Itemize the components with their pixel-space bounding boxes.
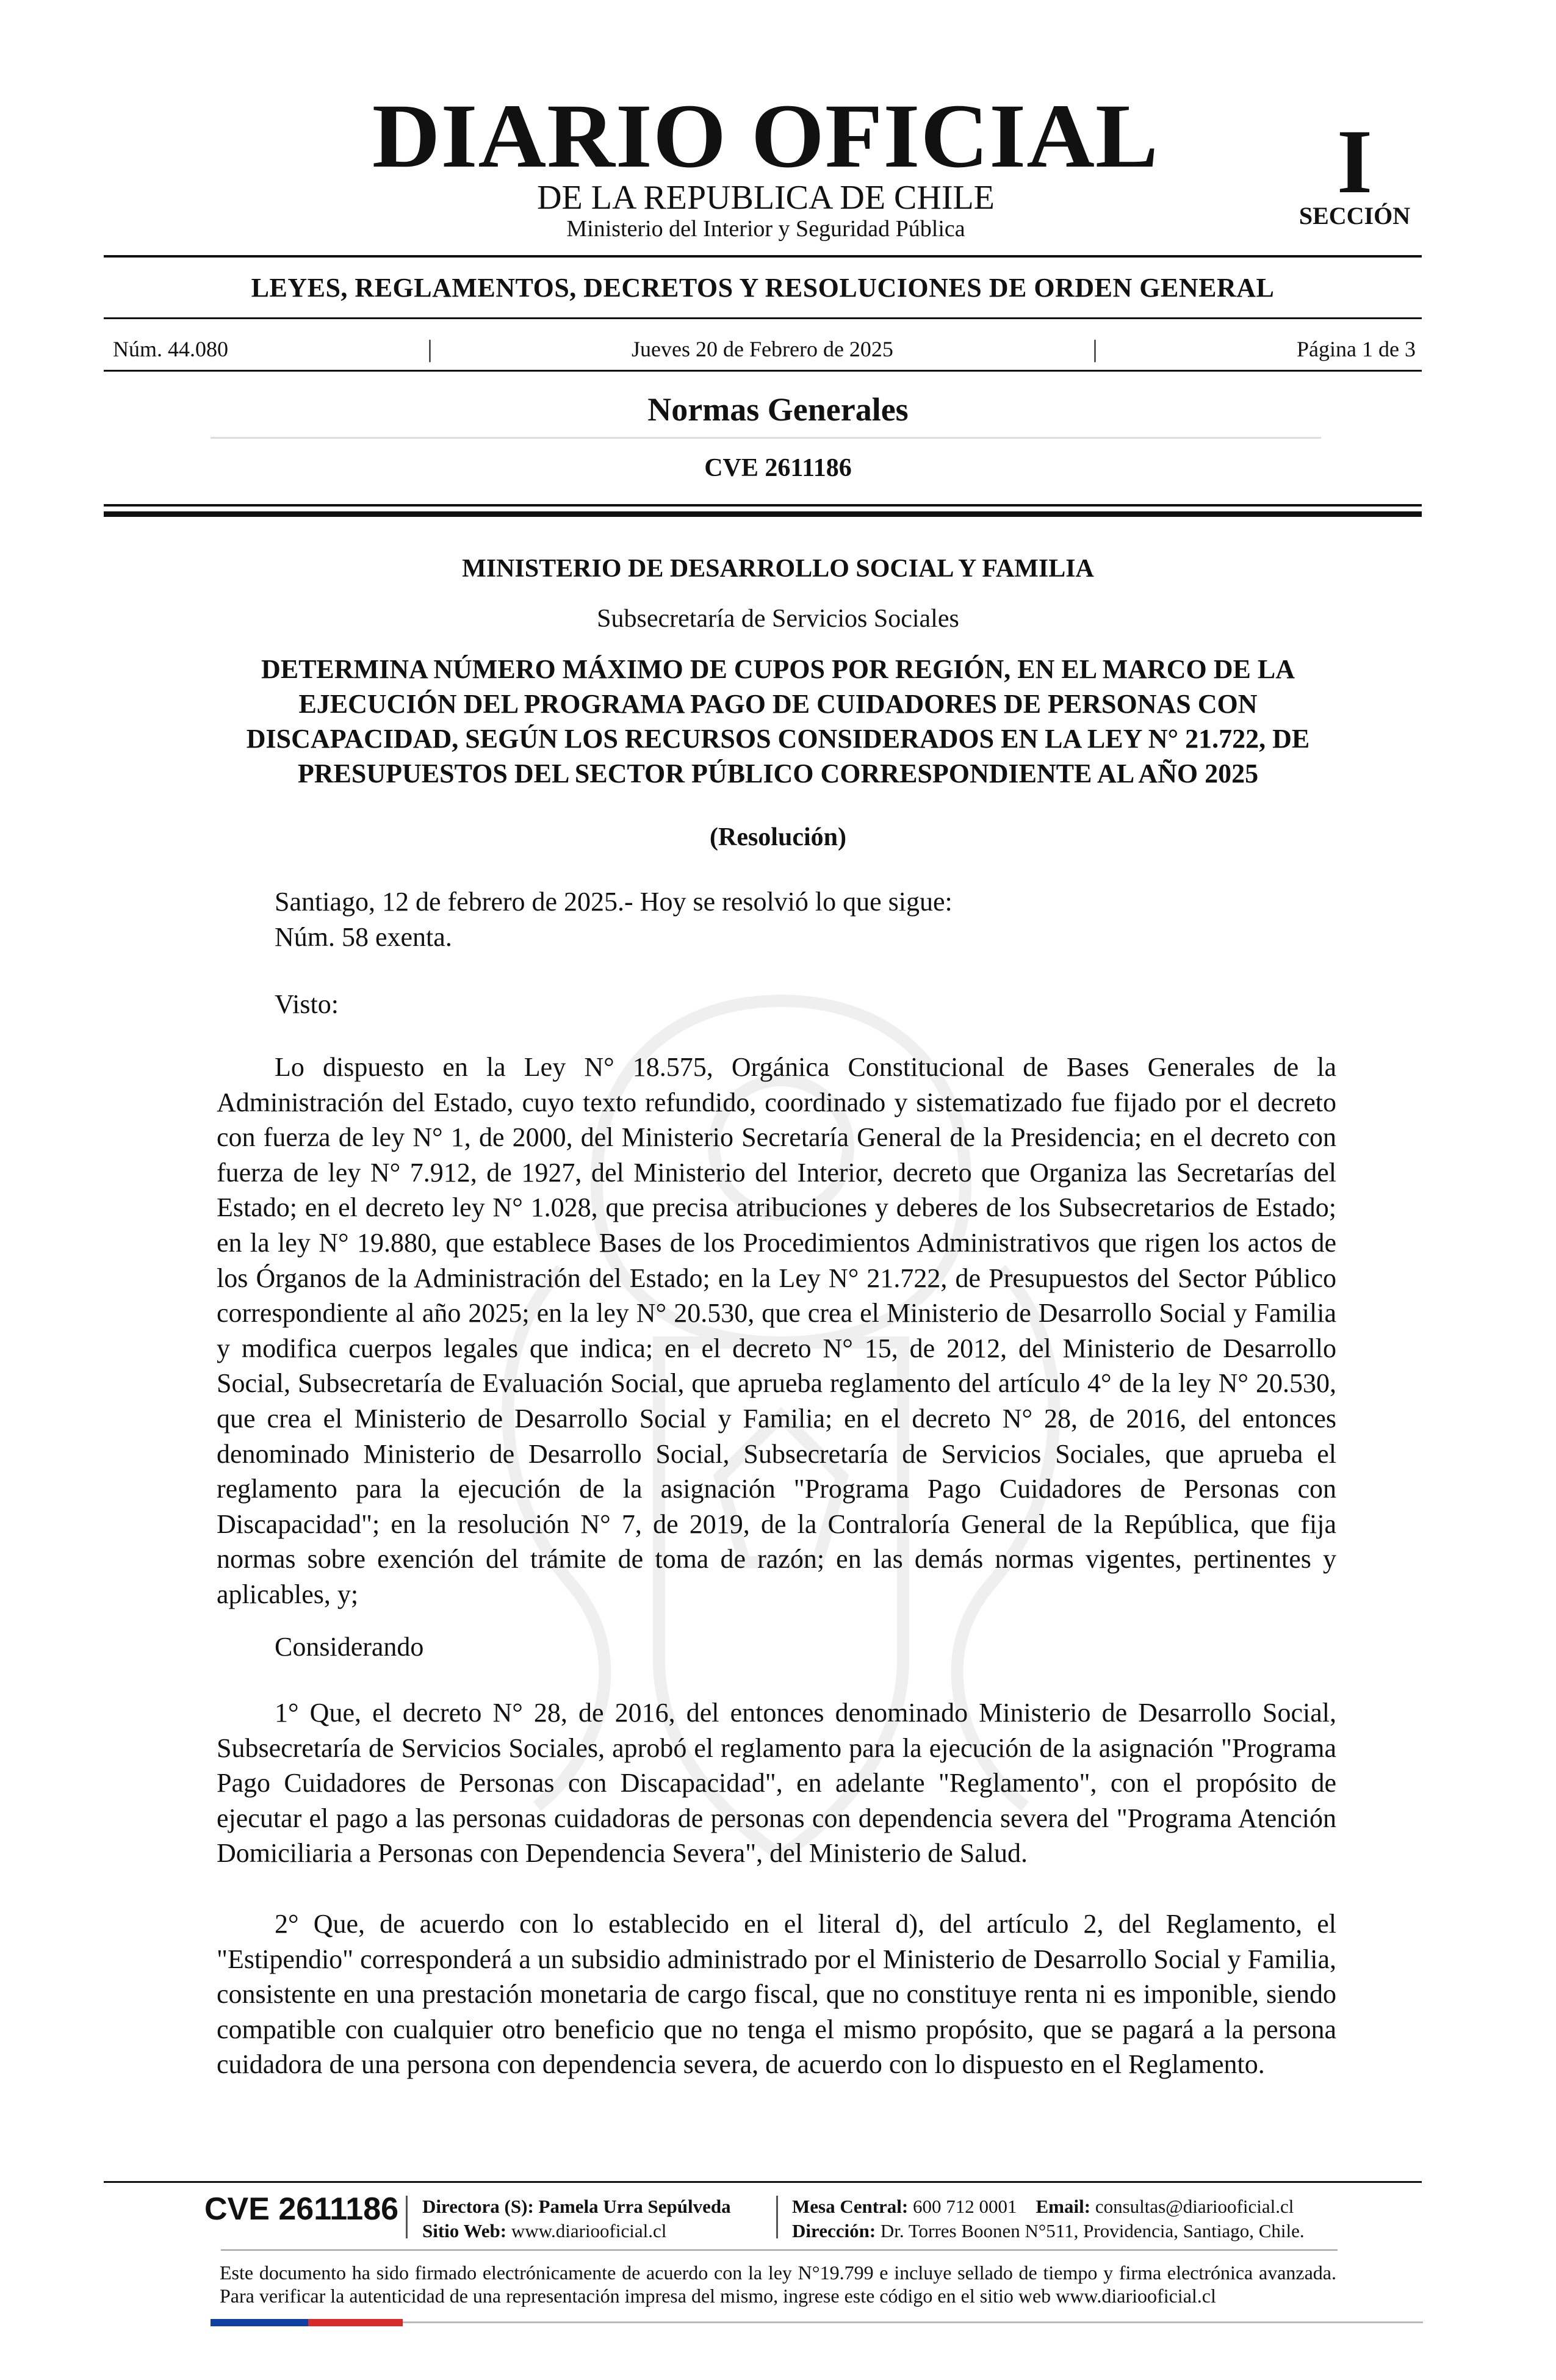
issuing-subsecretaria: Subsecretaría de Servicios Sociales: [597, 605, 959, 633]
banner-rule: [104, 317, 1422, 319]
flag-stripe-blue: [211, 2319, 308, 2326]
masthead-rule: [104, 255, 1422, 258]
page-indicator: Página 1 de 3: [1296, 336, 1416, 361]
section-label: SECCIÓN: [1298, 202, 1411, 229]
considerando-heading: Considerando: [275, 1632, 424, 1662]
issue-date: Jueves 20 de Febrero de 2025: [632, 336, 893, 361]
email-link[interactable]: consultas@diariooficial.cl: [1095, 2196, 1294, 2217]
footer-cve-code: CVE 2611186: [204, 2191, 399, 2227]
document-type: (Resolución): [710, 823, 846, 851]
masthead-subtitle: DE LA REPUBLICA DE CHILE: [537, 179, 995, 217]
issue-number: Núm. 44.080: [113, 336, 228, 361]
footer-contact-block: [792, 2194, 1305, 2243]
footer-thin-rule: [221, 2249, 1338, 2251]
email-label: Email:: [1036, 2196, 1091, 2217]
considerando-paragraph-2: 2° Que, de acuerdo con lo establecido en el literal d), del artículo 2, del Reglamento, el "Estipendio" corresponderá a un subsidio administrado por el Ministerio de Desarrollo Social y Familia, consistente en una prestación monetaria de cargo fiscal, que no constituye renta ni es imponible, siendo compatible con cualquier otro beneficio que no tenga el mismo propósito, que se pagará a la persona cuidadora de una persona con dependencia severa, de acuerdo con lo dispuesto en el Reglamento.: [217, 1909, 1336, 2080]
flag-stripe-red: [308, 2319, 403, 2326]
info-separator: |: [1092, 335, 1098, 362]
opening-line: Santiago, 12 de febrero de 2025.- Hoy se resolvió lo que sigue:: [275, 887, 953, 917]
director-name: Directora (S): Pamela Urra Sepúlveda: [422, 2196, 731, 2217]
cve-rule-bottom: [104, 511, 1422, 517]
address-value: Dr. Torres Boonen N°511, Providencia, Santiago, Chile.: [880, 2220, 1305, 2241]
issue-info-row: [113, 334, 1416, 363]
cve-rule-top: [104, 504, 1422, 507]
resolution-number: Núm. 58 exenta.: [275, 922, 452, 952]
resolution-title: DETERMINA NÚMERO MÁXIMO DE CUPOS POR REGIÓN, EN EL MARCO DE LA EJECUCIÓN DEL PROGRAMA PAGO DE CUIDADORES DE PERSONAS CON DISCAPACIDAD, SEGÚN LOS RECURSOS CONSIDERADOS EN LA LEY N° 21.722, DE PRESUPUESTOS DEL SECTOR PÚBLICO CORRESPONDIENTE AL AÑO 2025: [246, 654, 1310, 788]
masthead-title: DIARIO OFICIAL: [372, 85, 1159, 187]
website-label: Sitio Web:: [422, 2220, 507, 2241]
section-heading-divider: [211, 437, 1321, 439]
footer-rule: [104, 2181, 1422, 2183]
considerando-paragraph-1: 1° Que, el decreto N° 28, de 2016, del entonces denominado Ministerio de Desarrollo Social, Subsecretaría de Servicios Sociales, aprobó el reglamento para la ejecución de la asignación "Programa Pago Cuidadores de Personas con Discapacidad", en adelante "Reglamento", con el propósito de ejecutar el pago a las personas cuidadoras de personas con dependencia severa del "Programa Atención Domiciliaria a Personas con Dependencia Severa", del Ministerio de Salud.: [217, 1698, 1336, 1869]
visto-paragraph: Lo dispuesto en la Ley N° 18.575, Orgánica Constitucional de Bases Generales de la Administración del Estado, cuyo texto refundido, coordinado y sistematizado fue fijado por el decreto con fuerza de ley N° 1, de 2000, del Ministerio Secretaría General de la Presidencia; en el decreto con fuerza de ley N° 7.912, de 1927, del Ministerio del Interior, decreto que Organiza las Secretarías del Estado; en el decreto ley N° 1.028, que precisa atribuciones y deberes de los Subsecretarios de Estado; en la ley N° 19.880, que establece Bases de los Procedimientos Administrativos que rigen los actos de los Órganos de la Administración del Estado; en la Ley N° 21.722, de Presupuestos del Sector Público correspondiente al año 2025; en la ley N° 20.530, que crea el Ministerio de Desarrollo Social y Familia y modifica cuerpos legales que indica; en el decreto N° 15, de 2012, del Ministerio de Desarrollo Social, Subsecretaría de Evaluación Social, que aprueba reglamento del artículo 4° de la ley N° 20.530, que crea el Ministerio de Desarrollo Social y Familia; en el decreto N° 28, de 2016, del entonces denominado Ministerio de Desarrollo Social, Subsecretaría de Servicios Sociales, que aprueba el reglamento para la ejecución de la asignación "Programa Pago Cuidadores de Personas con Discapacidad"; en la resolución N° 7, de 2019, de la Contraloría General de la República, que fija normas sobre exención del trámite de toma de razón; en las demás normas vigentes, pertinentes y aplicables, y;: [217, 1052, 1336, 1609]
footer-separator: [776, 2196, 778, 2238]
address-label: Dirección:: [792, 2220, 876, 2241]
cve-code: CVE 2611186: [704, 454, 852, 482]
website-link[interactable]: www.diariooficial.cl: [511, 2220, 667, 2241]
footer-separator: [406, 2196, 408, 2238]
info-separator: |: [427, 335, 433, 362]
mesa-phone: 600 712 0001: [913, 2196, 1017, 2217]
info-rule: [104, 370, 1422, 372]
banner-heading: LEYES, REGLAMENTOS, DECRETOS Y RESOLUCIONES DE ORDEN GENERAL: [251, 273, 1275, 303]
issuing-ministry: MINISTERIO DE DESARROLLO SOCIAL Y FAMILIA: [462, 555, 1094, 583]
section-heading: Normas Generales: [647, 391, 909, 428]
visto-heading: Visto:: [275, 989, 339, 1019]
footer-bottom-rule: [403, 2321, 1423, 2323]
signature-disclaimer: Este documento ha sido firmado electrónicamente de acuerdo con la ley N°19.799 e incluye sellado de tiempo y firma electrónica avanzada. Para verificar la autenticidad de una representación impresa del mismo, ingrese este código en el sitio web www.diariooficial.cl: [220, 2262, 1336, 2307]
mesa-label: Mesa Central:: [792, 2196, 909, 2217]
section-number: I: [1336, 111, 1373, 212]
footer-director-block: [422, 2194, 731, 2243]
masthead-ministry: Ministerio del Interior y Seguridad Pública: [566, 216, 965, 242]
